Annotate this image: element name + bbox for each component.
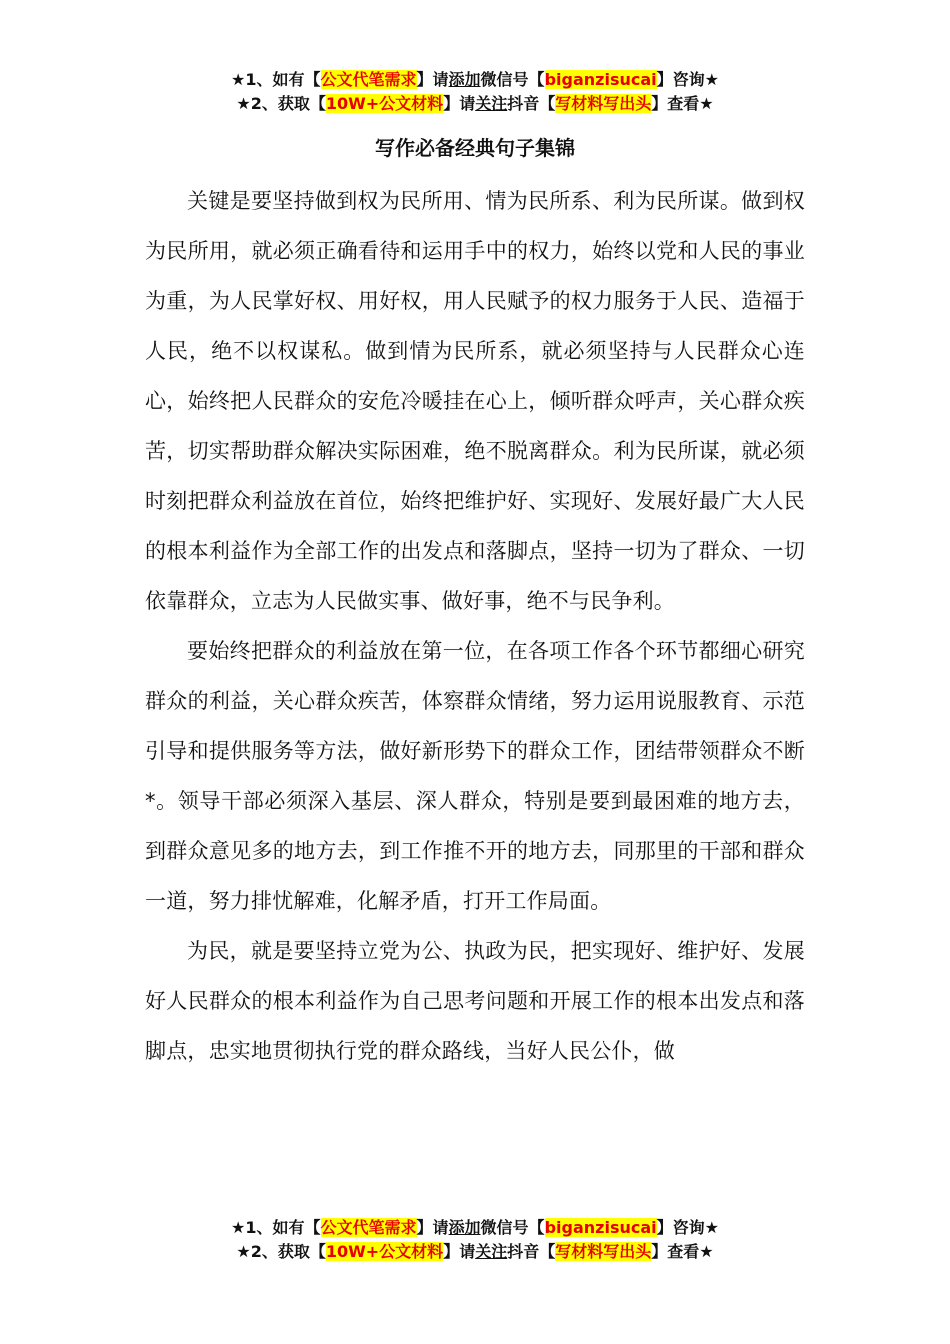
banner-highlight: 10W+公文材料 <box>325 1242 444 1261</box>
banner-highlight: 10W+公文材料 <box>325 94 444 113</box>
banner-text: 】查看★ <box>651 1242 714 1261</box>
banner-line-1 <box>0 68 950 92</box>
banner-text: 抖音【 <box>507 94 556 113</box>
banner-text: 】请 <box>443 1242 476 1261</box>
banner-underlined: 关注 <box>475 94 508 113</box>
banner-text: 抖音【 <box>507 1242 556 1261</box>
banner-text: 微信号【 <box>480 1218 545 1237</box>
paragraph: 为民，就是要坚持立党为公、执政为民，把实现好、维护好、发展好人民群众的根本利益作为自己思考问题和开展工作的根本出发点和落脚点，忠实地贯彻执行党的群众路线，当好人民公仆，做 <box>145 939 805 1063</box>
banner-highlight: biganzisucai <box>544 70 657 89</box>
banner-text: ★2、获取【 <box>236 94 326 113</box>
banner-text: 】查看★ <box>651 94 714 113</box>
banner-highlight: 写材料写出头 <box>555 1242 652 1261</box>
header-banner <box>0 68 950 116</box>
banner-text: 】请 <box>416 70 449 89</box>
banner-line-2 <box>0 1240 950 1264</box>
banner-line-1 <box>0 1216 950 1240</box>
banner-text: 】请 <box>443 94 476 113</box>
banner-line-2 <box>0 92 950 116</box>
banner-highlight: 公文代笔需求 <box>320 70 417 89</box>
banner-underlined: 关注 <box>475 1242 508 1261</box>
banner-underlined: 添加 <box>448 1218 481 1237</box>
banner-underlined: 添加 <box>448 70 481 89</box>
banner-text: ★1、如有【 <box>231 70 321 89</box>
banner-text: 】咨询★ <box>656 1218 719 1237</box>
banner-text: 】咨询★ <box>656 70 719 89</box>
banner-highlight: 写材料写出头 <box>555 94 652 113</box>
banner-text: ★2、获取【 <box>236 1242 326 1261</box>
banner-text: ★1、如有【 <box>231 1218 321 1237</box>
banner-text: 微信号【 <box>480 70 545 89</box>
banner-highlight: 公文代笔需求 <box>320 1218 417 1237</box>
paragraph: 关键是要坚持做到权为民所用、情为民所系、利为民所谋。做到权为民所用，就必须正确看待和运用手中的权力，始终以党和人民的事业为重，为人民掌好权、用好权，用人民赋予的权力服务于人民、造福于人民，绝不以权谋私。做到情为民所系，就必须坚持与人民群众心连心，始终把人民群众的安危冷暖挂在心上，倾听群众呼声，关心群众疾苦，切实帮助群众解决实际困难，绝不脱离群众。利为民所谋，就必须时刻把群众利益放在首位，始终把维护好、实现好、发展好最广大人民的根本利益作为全部工作的出发点和落脚点，坚持一切为了群众、一切依靠群众，立志为人民做实事、做好事，绝不与民争利。 <box>145 189 805 613</box>
paragraph: 要始终把群众的利益放在第一位，在各项工作各个环节都细心研究群众的利益，关心群众疾苦，体察群众情绪，努力运用说服教育、示范引导和提供服务等方法，做好新形势下的群众工作，团结带领群众不断*。领导干部必须深入基层、深人群众，特别是要到最困难的地方去，到群众意见多的地方去，到工作推不开的地方去，同那里的干部和群众一道，努力排忧解难，化解矛盾，打开工作局面。 <box>145 639 805 913</box>
footer-banner <box>0 1216 950 1264</box>
banner-text: 】请 <box>416 1218 449 1237</box>
document-body <box>145 176 805 1076</box>
document-title: 写作必备经典句子集锦 <box>375 136 575 160</box>
banner-highlight: biganzisucai <box>544 1218 657 1237</box>
